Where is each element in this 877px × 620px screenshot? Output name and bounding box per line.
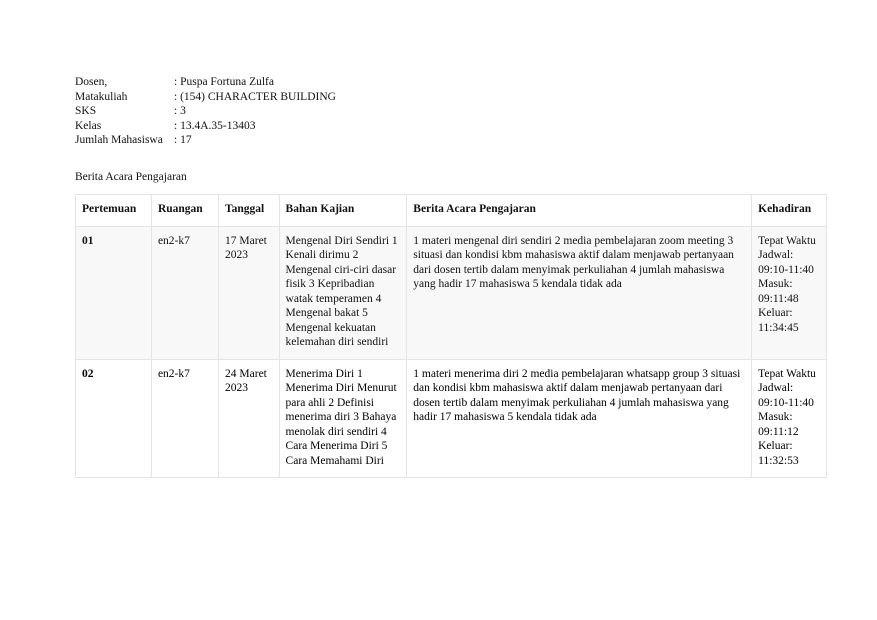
kehadiran-status: Tepat Waktu <box>758 367 816 380</box>
info-row-kelas <box>75 119 336 134</box>
header-tanggal: Tanggal <box>219 195 279 226</box>
table-row <box>76 227 826 359</box>
info-label: Jumlah Mahasiswa <box>75 134 163 146</box>
kehadiran-jadwal-label: Jadwal: <box>758 249 794 261</box>
info-label: Kelas <box>75 119 102 132</box>
header-bahan-kajian: Bahan Kajian <box>280 195 407 226</box>
kehadiran-keluar-label: Keluar: <box>758 307 793 319</box>
teaching-record-table <box>75 194 827 478</box>
kehadiran-masuk-label: Masuk: <box>758 411 793 423</box>
kehadiran-keluar-value: 11:32:53 <box>758 454 799 467</box>
table-header-row <box>76 195 826 226</box>
kehadiran-masuk-value: 09:11:48 <box>758 292 799 305</box>
cell-bahan-kajian: Mengenal Diri Sendiri 1 Kenali dirimu 2 Mengenal ciri-ciri dasar fisik 3 Kepribadian watak temperamen 4 Mengenal bakat 5 Mengenal kekuatan kelemahan diri sendiri <box>280 227 407 359</box>
info-row-dosen <box>75 75 336 90</box>
kehadiran-jadwal-value: 09:10-11:40 <box>758 263 814 276</box>
info-value: : (154) CHARACTER BUILDING <box>174 90 336 103</box>
table-row <box>76 360 826 478</box>
course-info <box>75 75 336 148</box>
cell-pertemuan: 02 <box>76 360 151 478</box>
info-label: SKS <box>75 105 97 117</box>
header-ruangan: Ruangan <box>152 195 218 226</box>
kehadiran-keluar-value: 11:34:45 <box>758 321 799 334</box>
header-pertemuan: Pertemuan <box>76 195 151 226</box>
section-title: Berita Acara Pengajaran <box>75 171 187 183</box>
cell-kehadiran <box>752 360 826 478</box>
header-berita-acara: Berita Acara Pengajaran <box>407 195 751 226</box>
cell-berita-acara: 1 materi mengenal diri sendiri 2 media pembelajaran zoom meeting 3 situasi dan kondisi kbm mahasiswa aktif dalam menjawab pertanyaan dari dosen tertib dalam menyimak perkuliahan 4 jumlah mahasiswa yang hadir 17 mahasiswa 5 kendala tidak ada <box>407 227 751 359</box>
header-kehadiran: Kehadiran <box>752 195 826 226</box>
info-row-jumlah-mahasiswa <box>75 133 336 148</box>
kehadiran-status: Tepat Waktu <box>758 234 816 247</box>
kehadiran-masuk-value: 09:11:12 <box>758 425 799 438</box>
info-row-matakuliah <box>75 90 336 105</box>
cell-tanggal: 24 Maret 2023 <box>219 360 279 478</box>
cell-ruangan: en2-k7 <box>152 227 218 359</box>
cell-ruangan: en2-k7 <box>152 360 218 478</box>
info-value: : Puspa Fortuna Zulfa <box>174 76 274 88</box>
info-label: Dosen, <box>75 76 108 88</box>
info-value: : 13.4A.35-13403 <box>174 119 256 132</box>
cell-pertemuan: 01 <box>76 227 151 359</box>
kehadiran-masuk-label: Masuk: <box>758 278 793 290</box>
info-value: : 17 <box>174 134 192 146</box>
kehadiran-jadwal-value: 09:10-11:40 <box>758 396 814 409</box>
kehadiran-keluar-label: Keluar: <box>758 440 793 452</box>
info-value: : 3 <box>174 105 186 117</box>
cell-kehadiran <box>752 227 826 359</box>
cell-berita-acara: 1 materi menerima diri 2 media pembelajaran whatsapp group 3 situasi dan kondisi kbm mahasiswa aktif dalam menjawab pertanyaan dari dosen tertib dalam menyimak perkuliahan 4 jumlah mahasiswa yang hadir 17 mahasiswa 5 kendala tidak ada <box>407 360 751 478</box>
info-row-sks <box>75 104 336 119</box>
cell-bahan-kajian: Menerima Diri 1 Menerima Diri Menurut para ahli 2 Definisi menerima diri 3 Bahaya menolak diri sendiri 4 Cara Menerima Diri 5 Cara Memahami Diri <box>280 360 407 478</box>
cell-tanggal: 17 Maret 2023 <box>219 227 279 359</box>
kehadiran-jadwal-label: Jadwal: <box>758 382 794 394</box>
info-label: Matakuliah <box>75 90 128 103</box>
